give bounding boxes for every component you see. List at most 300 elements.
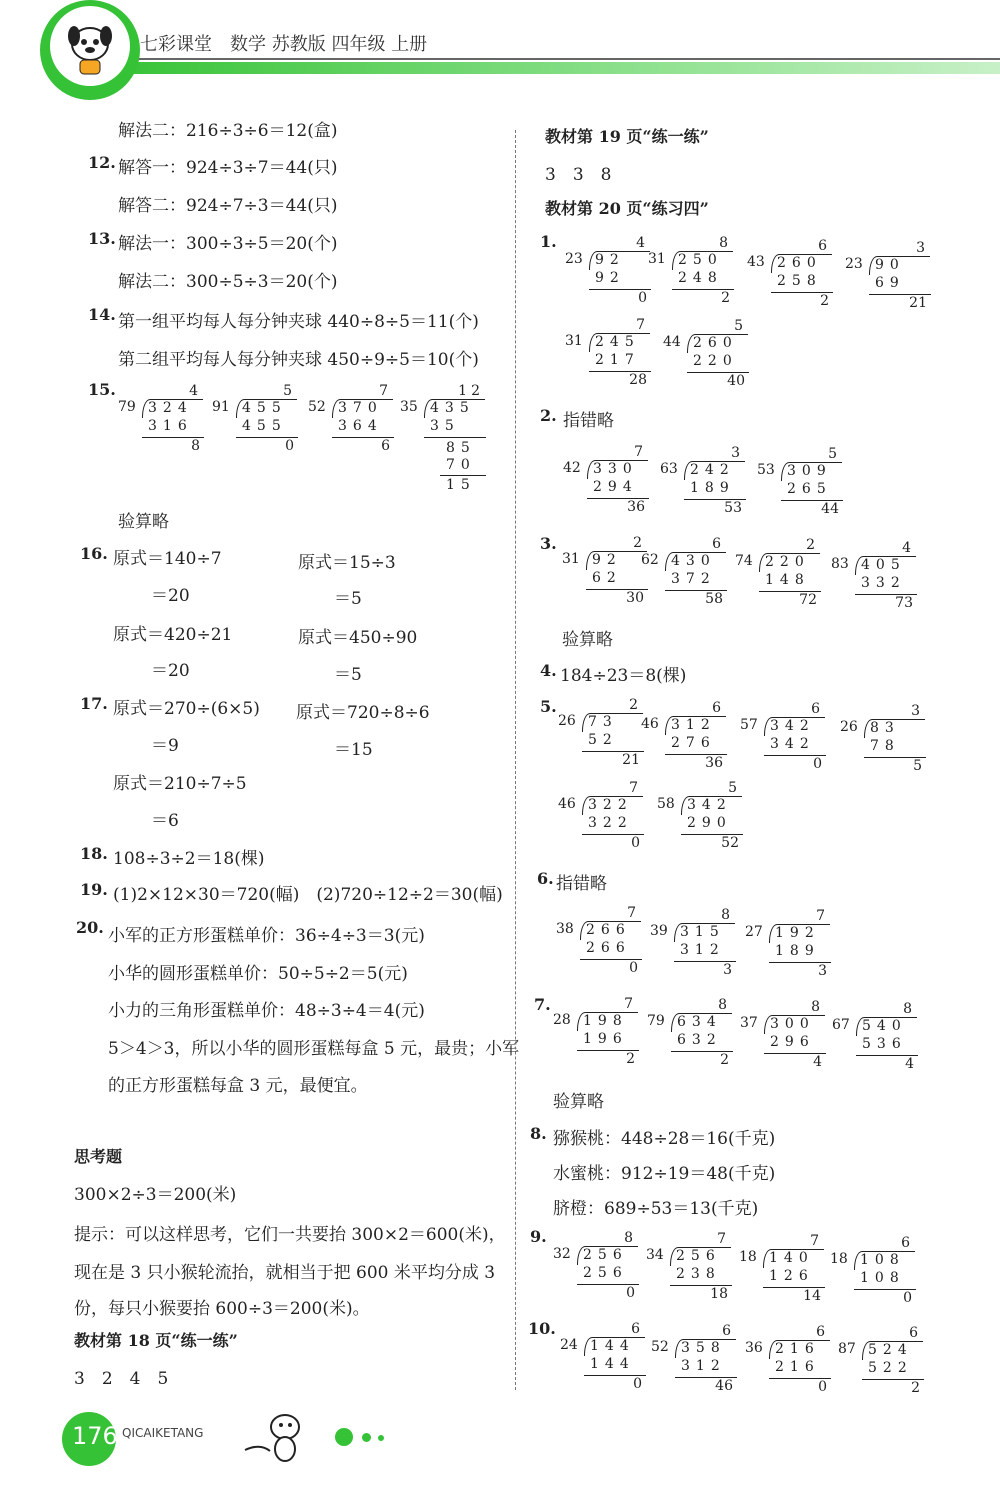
column-divider bbox=[515, 130, 516, 1390]
product: 312 bbox=[681, 1358, 726, 1374]
dividend: 634 bbox=[677, 1014, 722, 1030]
dividend: 266 bbox=[586, 922, 631, 938]
product: 126 bbox=[769, 1268, 814, 1284]
long-division bbox=[740, 1001, 830, 1073]
divisor: 34 bbox=[646, 1247, 664, 1263]
long-division bbox=[646, 1233, 736, 1305]
text-line: 的正方形蛋糕每盒 3 元，最便宜。 bbox=[108, 1076, 368, 1096]
divisor: 57 bbox=[740, 717, 758, 733]
quotient: 6 bbox=[811, 701, 824, 717]
text-line: 指错略 bbox=[556, 874, 607, 894]
long-division bbox=[650, 909, 740, 981]
question-number: 5. bbox=[540, 697, 557, 716]
text-line: 解法二：300÷5÷3＝20(个) bbox=[118, 272, 338, 292]
quotient: 8 bbox=[718, 997, 731, 1013]
divisor: 52 bbox=[651, 1339, 669, 1355]
quotient: 6 bbox=[631, 1321, 644, 1337]
quotient: 6 bbox=[901, 1235, 914, 1251]
text-line: 解法二：216÷3÷6＝12(盒) bbox=[118, 121, 338, 141]
quotient: 7 bbox=[379, 383, 392, 399]
product: 256 bbox=[583, 1265, 628, 1281]
question-number: 15. bbox=[88, 380, 116, 399]
product: 78 bbox=[870, 738, 900, 754]
divisor: 63 bbox=[660, 461, 678, 477]
long-division bbox=[641, 702, 731, 774]
remainder: 0 bbox=[813, 756, 822, 772]
product: 238 bbox=[676, 1266, 721, 1282]
quotient: 4 bbox=[902, 540, 915, 556]
long-division bbox=[648, 237, 738, 309]
quotient: 8 bbox=[721, 907, 734, 923]
text-line: 小力的三角形蛋糕单价：48÷3÷4＝4(元) bbox=[108, 1001, 425, 1021]
dividend: 198 bbox=[583, 1013, 628, 1029]
divisor: 26 bbox=[558, 713, 576, 729]
quotient: 2 bbox=[806, 537, 819, 553]
remainder: 0 bbox=[903, 1290, 912, 1306]
divisor: 23 bbox=[565, 251, 583, 267]
product: 70 bbox=[446, 457, 476, 473]
text-line: 验算略 bbox=[553, 1092, 604, 1112]
text-line: ＝15 bbox=[334, 740, 373, 760]
dividend: 250 bbox=[678, 252, 723, 268]
remainder: 36 bbox=[627, 499, 645, 515]
dividend: 220 bbox=[765, 554, 810, 570]
quotient: 3 bbox=[911, 703, 924, 719]
dividend: 540 bbox=[862, 1018, 907, 1034]
product: 189 bbox=[690, 480, 735, 496]
section-title: 教材第 20 页“练习四” bbox=[545, 199, 709, 218]
divisor: 31 bbox=[562, 551, 580, 567]
quotient: 7 bbox=[717, 1231, 730, 1247]
quotient: 8 bbox=[624, 1230, 637, 1246]
long-division bbox=[747, 240, 837, 312]
long-division bbox=[745, 910, 835, 982]
product: 332 bbox=[861, 575, 906, 591]
remainder: 2 bbox=[721, 290, 730, 306]
product: 312 bbox=[680, 942, 725, 958]
long-division bbox=[400, 385, 490, 500]
long-division bbox=[660, 447, 750, 519]
rule bbox=[424, 437, 486, 438]
long-division bbox=[562, 537, 652, 609]
long-division bbox=[565, 319, 655, 391]
text-line: 份，每只小猴要抬 600÷3＝200(米)。 bbox=[74, 1299, 370, 1319]
remainder: 53 bbox=[724, 500, 742, 516]
question-number: 1. bbox=[540, 232, 557, 251]
long-division bbox=[558, 699, 648, 771]
long-division bbox=[845, 242, 935, 314]
remainder: 30 bbox=[626, 590, 644, 606]
dividend: 216 bbox=[775, 1341, 820, 1357]
text-line: 184÷23＝8(棵) bbox=[560, 666, 687, 686]
dividend: 322 bbox=[588, 797, 633, 813]
remainder: 14 bbox=[803, 1288, 821, 1304]
text-line: ＝6 bbox=[151, 811, 179, 831]
long-division bbox=[657, 782, 747, 854]
long-division bbox=[651, 1325, 741, 1397]
rule bbox=[440, 475, 486, 476]
remainder: 15 bbox=[446, 477, 476, 493]
question-number: 12. bbox=[88, 153, 116, 172]
product: 189 bbox=[775, 943, 820, 959]
quotient: 7 bbox=[816, 908, 829, 924]
quotient: 6 bbox=[712, 700, 725, 716]
question-number: 20. bbox=[76, 918, 104, 937]
text-line: 验算略 bbox=[118, 512, 169, 532]
text-line: 第二组平均每人每分钟夹球 450÷9÷5＝10(个) bbox=[118, 350, 479, 370]
divisor: 87 bbox=[838, 1341, 856, 1357]
quotient: 4 bbox=[636, 235, 649, 251]
text-line: ＝20 bbox=[151, 661, 190, 681]
divisor: 62 bbox=[641, 552, 659, 568]
section-title: 教材第 18 页“练一练” bbox=[74, 1331, 238, 1350]
product: 522 bbox=[868, 1360, 913, 1376]
quotient: 4 bbox=[189, 383, 202, 399]
dividend: 256 bbox=[583, 1247, 628, 1263]
product: 144 bbox=[590, 1356, 635, 1372]
divisor: 24 bbox=[560, 1337, 578, 1353]
section-title: 教材第 19 页“练一练” bbox=[545, 127, 709, 146]
quotient: 8 bbox=[903, 1001, 916, 1017]
text-line: (1)2×12×30＝720(幅) (2)720÷12÷2＝30(幅) bbox=[113, 885, 503, 905]
question-number: 10. bbox=[528, 1319, 556, 1338]
dividend: 245 bbox=[595, 334, 640, 350]
text-line: 原式＝420÷21 bbox=[113, 625, 233, 645]
divisor: 36 bbox=[745, 1340, 763, 1356]
divisor: 58 bbox=[657, 796, 675, 812]
dividend: 83 bbox=[870, 720, 900, 736]
question-number: 16. bbox=[80, 544, 108, 563]
text-line: 3 3 8 bbox=[545, 165, 612, 185]
long-division bbox=[308, 385, 398, 457]
text-line: 原式＝450÷90 bbox=[298, 628, 418, 648]
quotient: 6 bbox=[712, 536, 725, 552]
remainder: 0 bbox=[818, 1379, 827, 1395]
divisor: 83 bbox=[831, 556, 849, 572]
long-division bbox=[745, 1326, 835, 1398]
dividend: 260 bbox=[693, 335, 738, 351]
remainder: 0 bbox=[631, 835, 640, 851]
text-line: 水蜜桃：912÷19＝48(千克) bbox=[553, 1164, 776, 1184]
product: 52 bbox=[588, 732, 618, 748]
divisor: 43 bbox=[747, 254, 765, 270]
remainder: 46 bbox=[715, 1378, 733, 1394]
dividend: 300 bbox=[770, 1016, 815, 1032]
product: 316 bbox=[148, 418, 193, 434]
remainder: 21 bbox=[622, 752, 640, 768]
divisor: 53 bbox=[757, 462, 775, 478]
dividend: 342 bbox=[770, 718, 815, 734]
divisor: 46 bbox=[641, 716, 659, 732]
long-division bbox=[740, 703, 830, 775]
dividend: 92 bbox=[595, 252, 625, 268]
question-number: 8. bbox=[530, 1124, 547, 1143]
remainder: 3 bbox=[723, 962, 732, 978]
question-number: 2. bbox=[540, 406, 557, 425]
dividend: 242 bbox=[690, 462, 735, 478]
text-line: 解答二：924÷7÷3＝44(只) bbox=[118, 196, 338, 216]
divisor: 26 bbox=[840, 719, 858, 735]
remainder: 58 bbox=[705, 591, 723, 607]
dot-icon bbox=[362, 1433, 371, 1442]
long-division bbox=[830, 1237, 920, 1309]
question-number: 18. bbox=[80, 844, 108, 863]
text-line: 小华的圆形蛋糕单价：50÷5÷2＝5(元) bbox=[108, 964, 408, 984]
remainder: 4 bbox=[813, 1054, 822, 1070]
text-line: 原式＝15÷3 bbox=[298, 553, 396, 573]
product: 92 bbox=[595, 270, 625, 286]
divisor: 42 bbox=[563, 460, 581, 476]
question-number: 6. bbox=[537, 869, 554, 888]
header-line bbox=[120, 58, 1000, 60]
long-division bbox=[212, 385, 302, 457]
divisor: 28 bbox=[553, 1012, 571, 1028]
text-line: ＝9 bbox=[151, 736, 179, 756]
product: 216 bbox=[775, 1359, 820, 1375]
quotient: 5 bbox=[283, 383, 296, 399]
question-number: 14. bbox=[88, 305, 116, 324]
product: 258 bbox=[777, 273, 822, 289]
product: 632 bbox=[677, 1032, 722, 1048]
product: 372 bbox=[671, 571, 716, 587]
question-number: 19. bbox=[80, 880, 108, 899]
long-division bbox=[556, 907, 646, 979]
quotient: 7 bbox=[627, 905, 640, 921]
divisor: 79 bbox=[118, 399, 136, 415]
remainder: 28 bbox=[629, 372, 647, 388]
text-line: 猕猴桃：448÷28＝16(千克) bbox=[553, 1129, 776, 1149]
divisor: 32 bbox=[553, 1246, 571, 1262]
question-number: 13. bbox=[88, 229, 116, 248]
remainder: 2 bbox=[720, 1052, 729, 1068]
question-number: 3. bbox=[540, 534, 557, 553]
remainder: 2 bbox=[911, 1380, 920, 1396]
quotient: 12 bbox=[458, 383, 484, 399]
text-line: ＝5 bbox=[334, 665, 362, 685]
remainder: 0 bbox=[626, 1285, 635, 1301]
long-division bbox=[831, 542, 921, 614]
quotient: 7 bbox=[634, 444, 647, 460]
remainder: 3 bbox=[818, 963, 827, 979]
question-number: 4. bbox=[540, 661, 557, 680]
product: 148 bbox=[765, 572, 810, 588]
dividend: 140 bbox=[769, 1250, 814, 1266]
divisor: 31 bbox=[565, 333, 583, 349]
remainder: 44 bbox=[821, 501, 839, 517]
text-line: 第一组平均每人每分钟夹球 440÷8÷5＝11(个) bbox=[118, 312, 479, 332]
dividend: 342 bbox=[687, 797, 732, 813]
text-line: 原式＝140÷7 bbox=[113, 549, 222, 569]
quotient: 5 bbox=[728, 780, 741, 796]
text-line: 3 2 4 5 bbox=[74, 1369, 169, 1389]
remainder: 0 bbox=[285, 438, 294, 454]
divisor: 52 bbox=[308, 399, 326, 415]
text-line: 300×2÷3＝200(米) bbox=[74, 1185, 237, 1205]
long-division bbox=[840, 705, 930, 777]
product: 220 bbox=[693, 353, 738, 369]
product: 294 bbox=[593, 479, 638, 495]
long-division bbox=[739, 1235, 829, 1307]
product: 265 bbox=[787, 481, 832, 497]
mascot-icon bbox=[240, 1405, 310, 1465]
long-division bbox=[641, 538, 731, 610]
divisor: 37 bbox=[740, 1015, 758, 1031]
text-line: 解答一：924÷3÷7＝44(只) bbox=[118, 158, 338, 178]
long-division bbox=[118, 385, 208, 457]
long-division bbox=[565, 237, 655, 309]
dividend: 435 bbox=[430, 400, 475, 416]
question-number: 17. bbox=[80, 694, 108, 713]
remainder: 0 bbox=[638, 290, 647, 306]
product: 69 bbox=[875, 275, 905, 291]
text-line: 指错略 bbox=[563, 411, 614, 431]
question-number: 7. bbox=[534, 995, 551, 1014]
quotient: 6 bbox=[909, 1325, 922, 1341]
page-number: 176 bbox=[72, 1422, 118, 1450]
divisor: 18 bbox=[830, 1251, 848, 1267]
dividend: 309 bbox=[787, 463, 832, 479]
quotient: 6 bbox=[722, 1323, 735, 1339]
text-line: 原式＝210÷7÷5 bbox=[113, 774, 247, 794]
dot-icon bbox=[335, 1428, 353, 1446]
remainder: 0 bbox=[629, 960, 638, 976]
dividend: 358 bbox=[681, 1340, 726, 1356]
remainder: 2 bbox=[820, 293, 829, 309]
text-line: 现在是 3 只小猴轮流抬，就相当于把 600 米平均分成 3 bbox=[74, 1263, 496, 1283]
text-line: 小军的正方形蛋糕单价：36÷4÷3＝3(元) bbox=[108, 926, 425, 946]
text-line: 提示：可以这样思考，它们一共要抬 300×2＝600(米)， bbox=[74, 1225, 506, 1245]
text-line: 脐橙：689÷53＝13(千克) bbox=[553, 1199, 759, 1219]
quotient: 7 bbox=[629, 780, 642, 796]
dividend: 260 bbox=[777, 255, 822, 271]
remainder: 2 bbox=[626, 1051, 635, 1067]
divisor: 67 bbox=[832, 1017, 850, 1033]
partial: 85 bbox=[446, 440, 476, 456]
text-line: 解法一：300÷3÷5＝20(个) bbox=[118, 234, 338, 254]
text-line: 验算略 bbox=[562, 630, 613, 650]
dot-icon bbox=[378, 1435, 384, 1441]
text-line: 5＞4＞3，所以小华的圆形蛋糕每盒 5 元，最贵；小军 bbox=[108, 1039, 520, 1059]
dividend: 455 bbox=[242, 400, 287, 416]
product: 290 bbox=[687, 815, 732, 831]
long-division bbox=[647, 999, 737, 1071]
product: 266 bbox=[586, 940, 631, 956]
product: 35 bbox=[430, 418, 460, 434]
text-line: 原式＝270÷(6×5) bbox=[113, 699, 260, 719]
dividend: 90 bbox=[875, 257, 905, 273]
product: 364 bbox=[338, 418, 383, 434]
remainder: 72 bbox=[799, 592, 817, 608]
mascot-icon bbox=[50, 6, 130, 86]
dividend: 73 bbox=[588, 714, 618, 730]
divisor: 46 bbox=[558, 796, 576, 812]
quotient: 7 bbox=[624, 996, 637, 1012]
product: 217 bbox=[595, 352, 640, 368]
header-title: 七彩课堂 数学 苏教版 四年级 上册 bbox=[140, 34, 428, 55]
remainder: 36 bbox=[705, 755, 723, 771]
header-band bbox=[60, 62, 1000, 74]
quotient: 5 bbox=[734, 318, 747, 334]
remainder: 6 bbox=[381, 438, 390, 454]
divisor: 91 bbox=[212, 399, 230, 415]
quotient: 6 bbox=[818, 238, 831, 254]
long-division bbox=[838, 1327, 928, 1399]
text-line: 原式＝720÷8÷6 bbox=[296, 703, 430, 723]
product: 248 bbox=[678, 270, 723, 286]
quotient: 6 bbox=[816, 1324, 829, 1340]
long-division bbox=[558, 782, 648, 854]
quotient: 3 bbox=[731, 445, 744, 461]
long-division bbox=[563, 446, 653, 518]
divisor: 38 bbox=[556, 921, 574, 937]
remainder: 73 bbox=[895, 595, 913, 611]
product: 322 bbox=[588, 815, 633, 831]
product: 296 bbox=[770, 1034, 815, 1050]
question-number: 9. bbox=[530, 1227, 547, 1246]
remainder: 0 bbox=[633, 1376, 642, 1392]
product: 196 bbox=[583, 1031, 628, 1047]
divisor: 35 bbox=[400, 399, 418, 415]
text-line: ＝5 bbox=[334, 589, 362, 609]
dividend: 430 bbox=[671, 553, 716, 569]
dividend: 312 bbox=[671, 717, 716, 733]
product: 276 bbox=[671, 735, 716, 751]
remainder: 18 bbox=[710, 1286, 728, 1302]
remainder: 21 bbox=[909, 295, 927, 311]
dividend: 330 bbox=[593, 461, 638, 477]
quotient: 7 bbox=[810, 1233, 823, 1249]
divisor: 27 bbox=[745, 924, 763, 940]
divisor: 44 bbox=[663, 334, 681, 350]
text-line: 108÷3÷2＝18(棵) bbox=[113, 849, 265, 869]
divisor: 23 bbox=[845, 256, 863, 272]
dividend: 108 bbox=[860, 1252, 905, 1268]
long-division bbox=[735, 539, 825, 611]
long-division bbox=[560, 1323, 650, 1395]
long-division bbox=[757, 448, 847, 520]
divisor: 39 bbox=[650, 923, 668, 939]
remainder: 52 bbox=[721, 835, 739, 851]
dividend: 144 bbox=[590, 1338, 635, 1354]
remainder: 40 bbox=[727, 373, 745, 389]
product: 62 bbox=[592, 570, 622, 586]
text-line: ＝20 bbox=[151, 586, 190, 606]
dividend: 524 bbox=[868, 1342, 913, 1358]
brand-text: QICAIKETANG bbox=[122, 1426, 204, 1440]
section-title: 思考题 bbox=[74, 1147, 123, 1166]
divisor: 79 bbox=[647, 1013, 665, 1029]
long-division bbox=[553, 998, 643, 1070]
quotient: 8 bbox=[811, 999, 824, 1015]
product: 536 bbox=[862, 1036, 907, 1052]
dividend: 192 bbox=[775, 925, 820, 941]
quotient: 7 bbox=[636, 317, 649, 333]
page-header bbox=[0, 0, 1000, 100]
long-division bbox=[553, 1232, 643, 1304]
quotient: 8 bbox=[719, 235, 732, 251]
divisor: 18 bbox=[739, 1249, 757, 1265]
product: 342 bbox=[770, 736, 815, 752]
long-division bbox=[663, 320, 753, 392]
quotient: 5 bbox=[828, 446, 841, 462]
dividend: 405 bbox=[861, 557, 906, 573]
dividend: 92 bbox=[592, 552, 622, 568]
dividend: 256 bbox=[676, 1248, 721, 1264]
divisor: 74 bbox=[735, 553, 753, 569]
quotient: 2 bbox=[633, 535, 646, 551]
remainder: 5 bbox=[913, 758, 922, 774]
dividend: 324 bbox=[148, 400, 193, 416]
